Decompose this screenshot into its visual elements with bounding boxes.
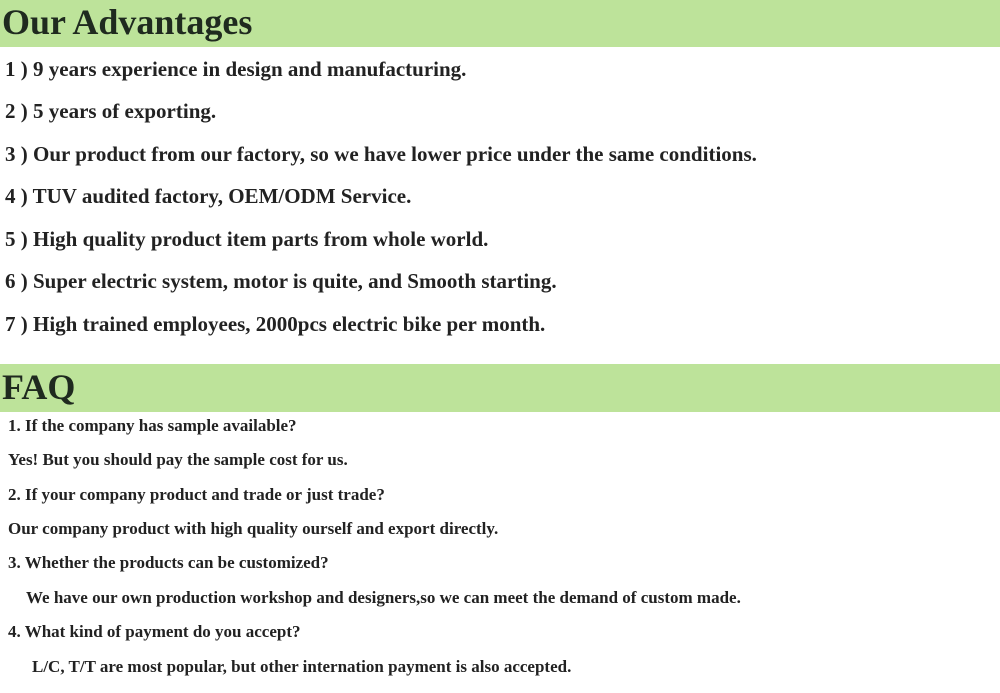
faq-question: 4. What kind of payment do you accept? [8,622,301,641]
faq-answer: We have our own production workshop and designers,so we can meet the demand of custom made. [26,588,741,607]
advantage-item: 5 ) High quality product item parts from whole world. [5,227,489,251]
faq-question: 2. If your company product and trade or just trade? [8,485,385,504]
advantages-heading: Our Advantages [0,0,1000,47]
advantage-item: 7 ) High trained employees, 2000pcs electric bike per month. [5,312,546,336]
advantage-item: 1 ) 9 years experience in design and manufacturing. [5,57,467,81]
advantage-item: 4 ) TUV audited factory, OEM/ODM Service. [5,184,412,208]
faq-question: 1. If the company has sample available? [8,416,297,435]
faq-answer: Yes! But you should pay the sample cost for us. [8,450,348,469]
faq-question: 3. Whether the products can be customized? [8,553,329,572]
faq-heading: FAQ [0,364,1000,412]
advantage-item: 2 ) 5 years of exporting. [5,99,217,123]
faq-answer: L/C, T/T are most popular, but other internation payment is also accepted. [32,657,572,676]
advantage-item: 6 ) Super electric system, motor is quite, and Smooth starting. [5,269,557,293]
advantage-item: 3 ) Our product from our factory, so we have lower price under the same conditions. [5,142,757,166]
faq-answer: Our company product with high quality ourself and export directly. [8,519,499,538]
